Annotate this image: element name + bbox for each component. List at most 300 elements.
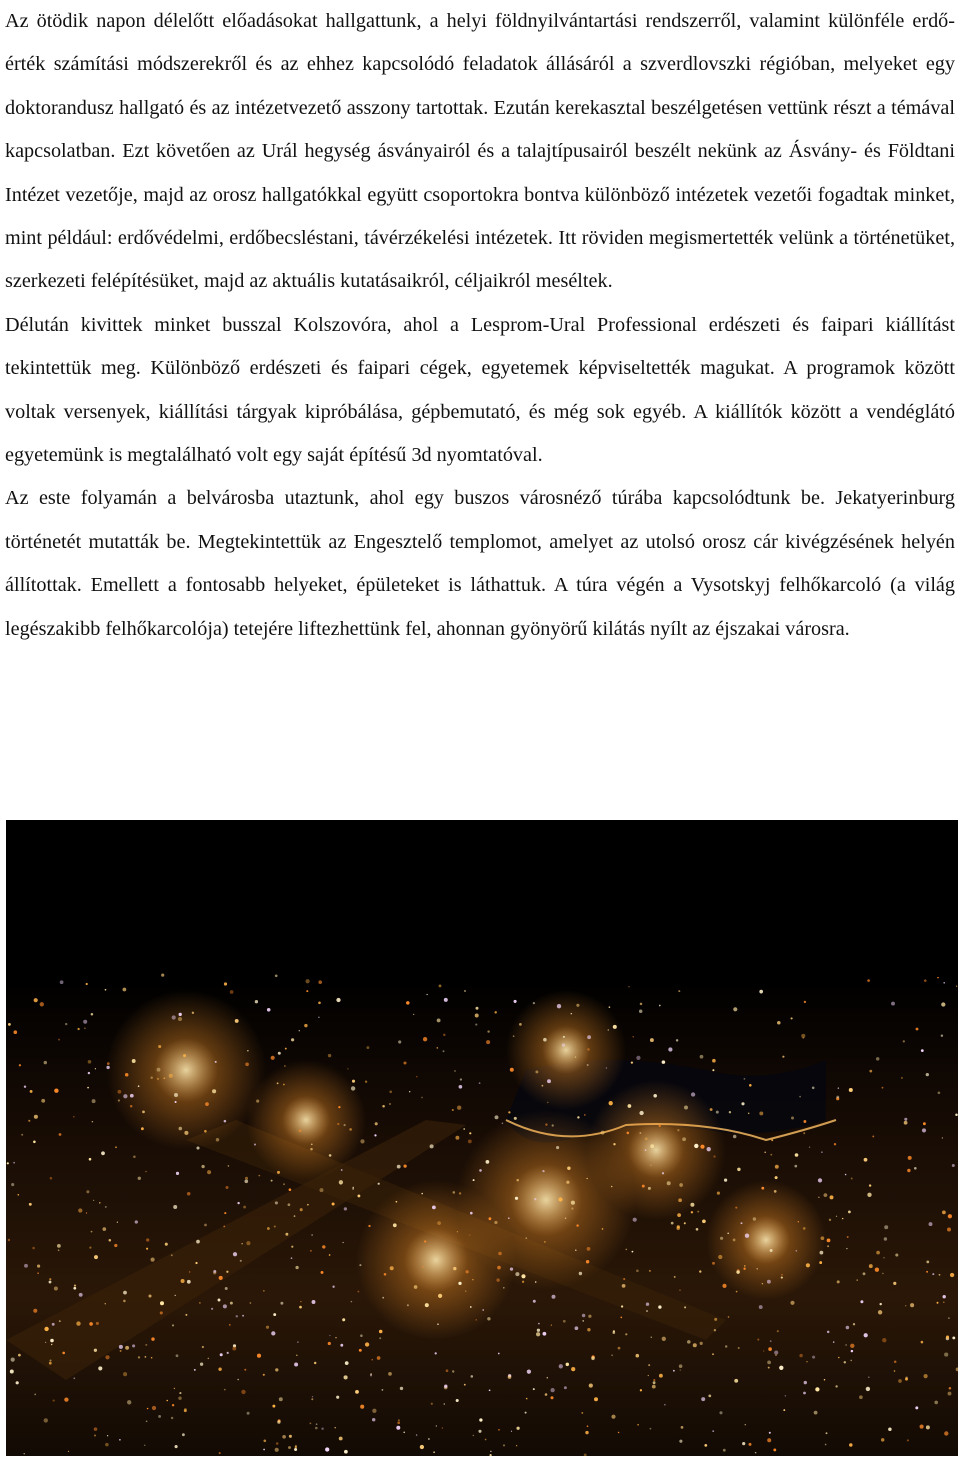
city-light — [775, 1354, 777, 1356]
city-light — [452, 1370, 454, 1372]
city-light — [949, 1387, 952, 1390]
city-light — [525, 1237, 527, 1239]
city-light — [866, 1387, 870, 1391]
city-light — [187, 1192, 191, 1196]
city-light — [341, 1169, 343, 1171]
city-light — [59, 1133, 62, 1136]
city-light — [498, 1429, 500, 1431]
city-light — [697, 1211, 699, 1213]
city-light — [513, 1035, 515, 1037]
city-light — [651, 1337, 652, 1338]
city-light — [120, 1350, 122, 1352]
city-light — [650, 1038, 654, 1042]
city-light — [782, 1056, 784, 1058]
city-light — [803, 1227, 806, 1230]
city-light — [444, 1385, 447, 1388]
city-light — [948, 1392, 952, 1396]
city-light — [898, 1379, 902, 1383]
city-light — [621, 1305, 623, 1307]
city-light — [704, 1444, 707, 1447]
city-light — [535, 1281, 537, 1283]
city-light — [213, 1270, 216, 1273]
city-light — [749, 1443, 752, 1446]
city-light — [845, 1174, 847, 1176]
city-light — [947, 1228, 951, 1232]
city-light — [547, 1102, 548, 1103]
city-light — [602, 1228, 604, 1230]
city-light — [525, 1412, 527, 1414]
city-light — [243, 1206, 246, 1209]
city-light — [437, 1324, 438, 1325]
city-light — [588, 1315, 591, 1318]
city-light — [329, 1154, 332, 1157]
city-light — [859, 1395, 863, 1399]
city-light — [687, 1340, 691, 1344]
city-light — [349, 1128, 352, 1131]
city-light — [543, 1332, 547, 1336]
city-light — [673, 1370, 675, 1372]
city-light — [934, 1401, 938, 1405]
city-light — [556, 1146, 559, 1149]
city-light — [714, 1318, 717, 1321]
city-light — [175, 1445, 178, 1448]
city-light — [650, 1165, 651, 1166]
city-light — [557, 1004, 561, 1008]
city-light — [625, 1249, 627, 1251]
city-light — [299, 1306, 302, 1309]
city-light — [939, 1274, 941, 1276]
city-light — [722, 1284, 726, 1288]
city-light — [255, 1000, 258, 1003]
city-light — [472, 1279, 474, 1281]
city-light — [263, 1374, 265, 1376]
city-light — [794, 1165, 797, 1168]
city-light — [421, 1097, 423, 1099]
city-light — [785, 1395, 786, 1396]
city-light — [87, 1087, 89, 1089]
city-light — [684, 1306, 686, 1308]
city-light — [533, 1002, 535, 1004]
city-light — [712, 1430, 714, 1432]
city-light — [242, 1315, 244, 1317]
city-light — [515, 1272, 519, 1276]
city-light — [547, 1377, 549, 1379]
city-light — [712, 1059, 716, 1063]
city-light — [498, 1252, 502, 1256]
city-light — [68, 1451, 69, 1452]
city-light — [460, 1078, 462, 1080]
city-light — [413, 1014, 414, 1015]
city-light — [938, 1091, 941, 1094]
city-light — [759, 1111, 763, 1115]
city-light — [229, 1324, 231, 1326]
city-light — [49, 1359, 51, 1361]
city-light — [478, 1430, 481, 1433]
city-light — [105, 1443, 109, 1447]
city-light — [88, 1060, 92, 1064]
city-light — [606, 1067, 607, 1068]
city-light — [943, 1301, 944, 1302]
city-light — [312, 1396, 313, 1397]
city-light — [138, 1177, 141, 1180]
city-light — [329, 1335, 330, 1336]
city-light — [194, 1369, 196, 1371]
city-light — [420, 1445, 424, 1449]
city-light — [620, 1317, 622, 1319]
city-light — [884, 1225, 888, 1229]
city-light — [564, 1386, 567, 1389]
city-light — [125, 1346, 129, 1350]
city-light — [773, 1448, 776, 1451]
city-light — [952, 1164, 955, 1167]
city-light — [497, 1266, 501, 1270]
city-light — [118, 1099, 120, 1101]
city-light — [543, 1038, 547, 1042]
city-light — [463, 1128, 465, 1130]
city-light — [351, 1301, 352, 1302]
city-light — [646, 1310, 648, 1312]
city-light — [868, 1376, 869, 1377]
city-light — [109, 1239, 112, 1242]
city-light — [17, 1194, 19, 1196]
city-light — [459, 1085, 463, 1089]
city-light — [921, 1341, 924, 1344]
city-light — [903, 1040, 905, 1042]
city-light — [423, 1037, 427, 1041]
city-light — [465, 1270, 468, 1273]
city-light — [7, 1162, 9, 1164]
paragraph: Délután kivittek minket busszal Kolszovóra, ahol a Lesprom-Ural Professional erdészeti és faipari kiállítást tekintettük meg. Különböző erdészeti és faipari cégek, egyetemek képviseltették magukat. A programok között voltak versenyek, kiállítási tárgyak kipróbálása, gépbemutató, és még sok egyéb. A kiállítók között a vendéglátó egyetemünk is megtalálható volt egy saját építésű 3d nyomtatóval. — [5, 313, 955, 467]
city-light — [282, 1435, 286, 1439]
city-light — [314, 1362, 316, 1364]
city-light — [916, 1028, 919, 1031]
city-light — [545, 1393, 548, 1396]
city-light — [436, 1425, 437, 1426]
city-light — [749, 1084, 752, 1087]
city-light — [674, 1276, 676, 1278]
city-light — [508, 1111, 510, 1113]
city-light — [581, 1412, 583, 1414]
city-light — [275, 1368, 278, 1371]
city-light — [49, 1278, 51, 1280]
city-light — [107, 1062, 110, 1065]
city-light — [151, 1357, 153, 1359]
city-light — [84, 1027, 86, 1029]
city-light — [171, 1254, 173, 1256]
city-light — [700, 1055, 704, 1059]
city-light — [827, 1238, 831, 1242]
city-light — [305, 979, 309, 983]
paragraph: Az este folyamán a belvárosba utaztunk, ahol egy buszos városnéző túrába kapcsolódtunk be. Jekatyerinburg történetét mutatták be. Megtekintettük az Engesztelő templomot, amelyet az utolsó orosz cár kivégzésének helyén állítottak. Emellett a fontosabb helyeket, épületeket is láthattuk. A túra végén a Vysotskyj felhőkarcoló (a világ legészakibb felhőkarcolója) tetejére liftezhettünk fel, ahonnan gyönyörű kilátás nyílt az éjszakai városra. — [5, 487, 955, 640]
city-light — [340, 1344, 343, 1347]
city-light — [736, 1291, 738, 1293]
city-light — [183, 1054, 186, 1057]
city-light — [266, 1326, 269, 1329]
city-light — [204, 1130, 207, 1133]
city-light — [347, 1068, 348, 1069]
city-light — [486, 1160, 490, 1164]
city-light — [801, 1034, 805, 1038]
city-light — [291, 1246, 293, 1248]
city-light — [44, 1327, 48, 1331]
city-light — [244, 1179, 248, 1183]
city-light — [271, 1180, 273, 1182]
city-light — [335, 1427, 336, 1428]
city-light — [820, 1251, 824, 1255]
city-light — [907, 1169, 910, 1172]
city-light — [393, 1223, 397, 1227]
city-light — [288, 1446, 291, 1449]
city-light — [508, 1375, 512, 1379]
city-light — [329, 1254, 331, 1256]
city-light — [576, 1224, 578, 1226]
city-light — [627, 1132, 630, 1135]
city-light — [576, 1004, 579, 1007]
city-light — [907, 1439, 909, 1441]
city-light — [795, 1250, 797, 1252]
city-light — [51, 1344, 52, 1345]
city-light — [883, 1257, 884, 1258]
city-light — [174, 1093, 178, 1097]
city-light — [713, 1155, 715, 1157]
city-light — [237, 1202, 239, 1204]
city-light — [322, 1245, 325, 1248]
city-light — [33, 1140, 36, 1143]
city-light — [565, 1217, 566, 1218]
city-light — [49, 1362, 52, 1365]
city-light — [625, 1333, 627, 1335]
city-light — [827, 1245, 829, 1247]
city-light — [175, 1295, 176, 1296]
city-light — [403, 1061, 406, 1064]
city-light — [551, 1324, 552, 1325]
city-light — [552, 1295, 556, 1299]
city-light — [649, 1270, 651, 1272]
city-light — [123, 1372, 127, 1376]
city-light — [550, 1388, 554, 1392]
city-light — [470, 1212, 473, 1215]
city-light — [353, 1187, 354, 1188]
city-light — [542, 1170, 544, 1172]
city-light — [165, 1243, 168, 1246]
city-light — [946, 1336, 949, 1339]
city-light — [176, 1354, 179, 1357]
city-light — [94, 1427, 98, 1431]
city-light — [32, 1247, 35, 1250]
city-light — [311, 1398, 313, 1400]
city-light — [396, 1201, 398, 1203]
city-light — [375, 1122, 378, 1125]
article-body — [5, 0, 955, 651]
city-light — [678, 1198, 682, 1202]
city-light — [179, 1013, 182, 1016]
city-light — [528, 1372, 529, 1373]
city-light — [696, 1228, 699, 1231]
city-light — [125, 1073, 129, 1077]
city-light — [78, 1208, 82, 1212]
city-light — [804, 1381, 807, 1384]
city-light — [679, 1440, 682, 1443]
city-light — [702, 1219, 706, 1223]
city-light — [845, 1344, 846, 1345]
paragraph: Az ötödik napon délelőtt előadásokat hallgattunk, a helyi földnyilvántartási rendszerről, valamint különféle erdő-érték számítási módszerekről és az ehhez kapcsolódó feladatok állásáról a szverdlovszki régióban, melyeket egy doktorandusz hallgató és az intézetvezető asszony tartottak. Ezután kerekasztal beszélgetésen vettünk részt a témával kapcsolatban. Ezt követően az Urál hegység ásványairól és a talajtípusairól beszélt nekünk az Ásvány- és Földtani Intézet vezetője, majd az orosz hallgatókkal együtt csoportokra bontva különböző intézetek vezetői fogadtak minket, mint például: erdővédelmi, erdőbecsléstani, távérzékelési intézetek. Itt röviden megismertették velünk a történetüket, szerkezeti felépítésüket, majd az aktuális kutatásaikról, céljaikról meséltek. — [5, 10, 955, 293]
city-light — [611, 1186, 613, 1188]
city-light — [430, 1144, 434, 1148]
city-light — [199, 1302, 201, 1304]
city-light — [818, 1197, 819, 1198]
city-light — [799, 1354, 802, 1357]
city-light — [196, 1146, 199, 1149]
city-light — [905, 1378, 908, 1381]
city-light — [309, 1422, 311, 1424]
city-light — [944, 1353, 948, 1357]
city-light — [280, 1302, 283, 1305]
city-light — [825, 1444, 827, 1446]
city-light — [407, 1304, 409, 1306]
city-light — [920, 1425, 924, 1429]
city-light — [338, 1106, 340, 1108]
city-light — [618, 1432, 619, 1433]
city-light — [453, 1267, 456, 1270]
city-light — [52, 1323, 55, 1326]
city-light — [145, 1356, 147, 1358]
city-light — [781, 1277, 783, 1279]
city-light — [798, 1221, 799, 1222]
city-light — [374, 1134, 376, 1136]
city-light — [275, 1201, 278, 1204]
city-light — [205, 1102, 209, 1106]
city-light — [744, 1265, 746, 1267]
city-light — [937, 1302, 939, 1304]
city-light — [636, 1269, 639, 1272]
city-light — [83, 1020, 87, 1024]
city-light — [312, 1300, 316, 1304]
city-light — [384, 1273, 387, 1276]
city-light — [774, 1351, 778, 1355]
city-light — [514, 1000, 517, 1003]
city-light — [172, 1324, 174, 1326]
city-light — [806, 1263, 810, 1267]
city-light — [768, 1347, 772, 1351]
city-light — [735, 1207, 737, 1209]
city-light — [632, 1251, 634, 1253]
city-light — [89, 1158, 92, 1161]
city-light — [723, 1449, 726, 1452]
city-light — [57, 1244, 61, 1248]
city-light — [691, 1092, 695, 1096]
city-light — [846, 1326, 850, 1330]
city-light — [680, 1369, 681, 1370]
city-light — [812, 1356, 815, 1359]
city-light — [127, 1400, 131, 1404]
city-light — [631, 1061, 633, 1063]
city-light — [296, 1354, 298, 1356]
city-light — [867, 1193, 871, 1197]
city-light — [476, 1319, 477, 1320]
city-light — [235, 1019, 239, 1023]
city-light — [247, 1050, 248, 1051]
city-light — [875, 1268, 879, 1272]
city-light — [44, 1418, 48, 1422]
city-light — [727, 1232, 729, 1234]
city-light — [639, 1010, 643, 1014]
city-light — [914, 1167, 917, 1170]
city-light — [184, 1131, 188, 1135]
city-light — [337, 1123, 339, 1125]
city-light — [107, 1435, 108, 1436]
city-light — [519, 1023, 522, 1026]
city-light — [185, 1314, 187, 1316]
city-light — [894, 1370, 896, 1372]
city-light — [442, 1427, 443, 1428]
city-light — [479, 1169, 482, 1172]
city-light — [867, 979, 870, 982]
city-light — [263, 1290, 264, 1291]
city-light — [733, 1135, 737, 1139]
city-light — [359, 1349, 362, 1352]
city-light — [64, 1397, 68, 1401]
city-light — [285, 1233, 288, 1236]
city-light — [344, 1124, 346, 1126]
city-light — [756, 1268, 758, 1270]
city-light — [254, 1143, 256, 1145]
city-light — [359, 1264, 361, 1266]
city-light — [459, 1192, 461, 1194]
city-light — [768, 1367, 770, 1369]
city-light — [372, 1409, 376, 1413]
city-light — [479, 1082, 481, 1084]
city-light — [679, 1183, 683, 1187]
city-light — [544, 1241, 546, 1243]
city-light — [187, 1280, 191, 1284]
city-light — [10, 1370, 14, 1374]
city-light — [571, 1367, 575, 1371]
city-light — [838, 1357, 840, 1359]
city-light — [494, 1011, 496, 1013]
city-light — [613, 1330, 615, 1332]
city-light — [432, 1205, 436, 1209]
city-light — [571, 1208, 573, 1210]
city-light — [336, 1396, 339, 1399]
city-light — [658, 1125, 661, 1128]
city-light — [876, 1057, 879, 1060]
city-light — [310, 1148, 313, 1151]
city-light — [456, 1399, 459, 1402]
city-light — [114, 1244, 117, 1247]
city-light — [791, 1117, 794, 1120]
city-light — [277, 1420, 280, 1423]
city-light — [96, 1322, 99, 1325]
city-light — [503, 1444, 505, 1446]
city-light — [470, 1306, 472, 1308]
city-light — [707, 1147, 711, 1151]
city-light — [91, 1013, 94, 1016]
city-light — [701, 1397, 705, 1401]
city-light — [671, 1222, 674, 1225]
city-light — [770, 1154, 772, 1156]
city-light — [770, 1340, 772, 1342]
city-light — [725, 1345, 727, 1347]
city-light — [178, 1396, 181, 1399]
city-light — [849, 1088, 853, 1092]
city-light — [684, 1222, 686, 1224]
city-light — [332, 1286, 334, 1288]
city-light — [563, 1036, 565, 1038]
city-light — [426, 994, 427, 995]
city-light — [321, 1271, 324, 1274]
city-light — [522, 1281, 524, 1283]
city-light — [585, 1431, 588, 1434]
